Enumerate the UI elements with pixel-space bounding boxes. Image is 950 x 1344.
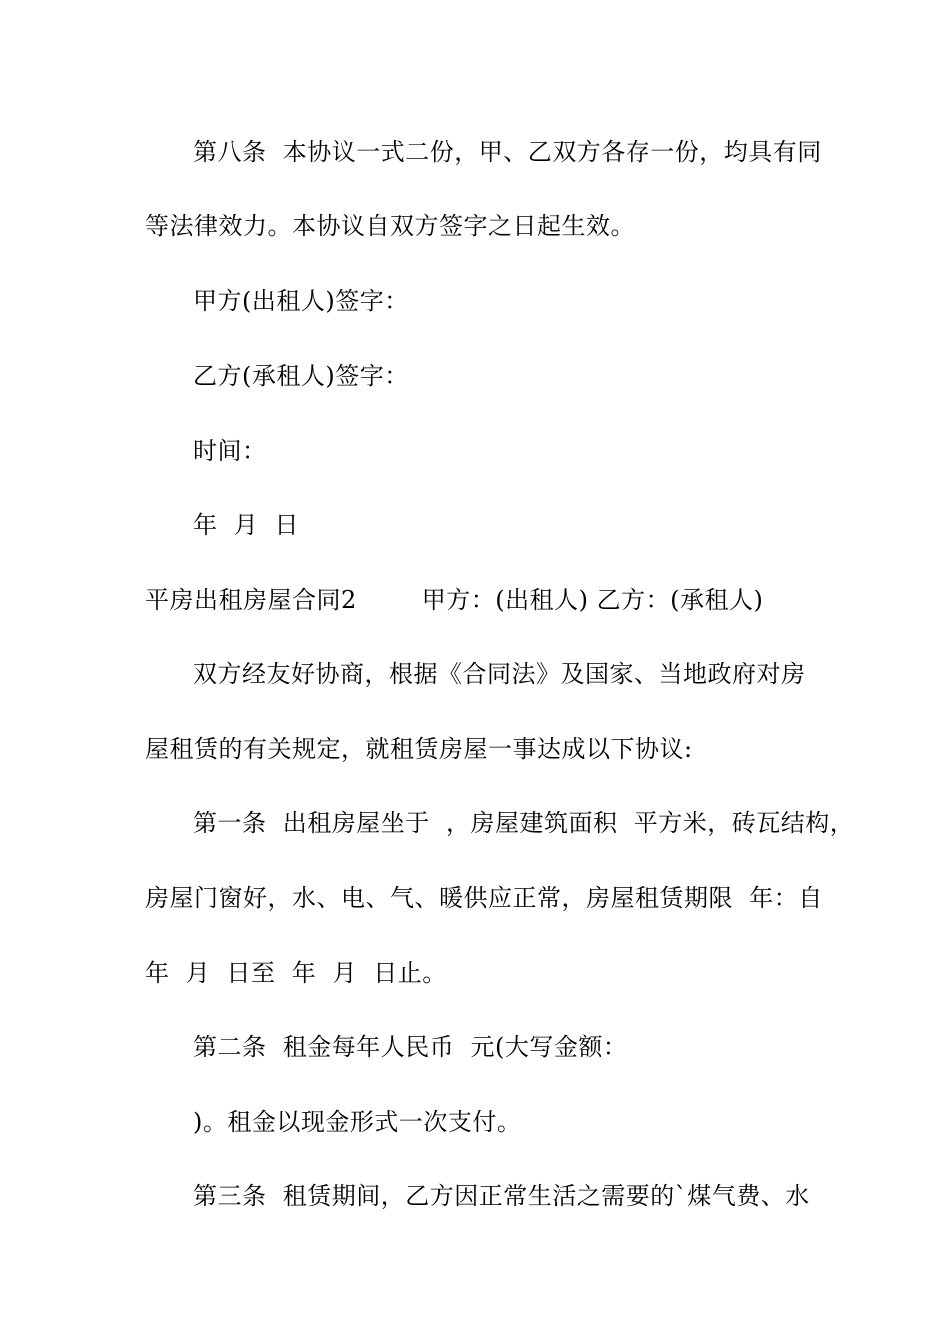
text-line: 房屋门窗好，水、电、气、暖供应正常，房屋租赁期限 年：自: [145, 884, 823, 912]
text-line: 等法律效力。本协议自双方签字之日起生效。: [145, 212, 635, 240]
text-line: 年 月 日至 年 月 日止。: [145, 959, 447, 987]
text-line: 屋租赁的有关规定，就租赁房屋一事达成以下协议:: [145, 735, 693, 763]
text-line: 第一条 出租房屋坐于 ，房屋建筑面积 平方米，砖瓦结构，: [193, 809, 855, 837]
text-line: 乙方(承租人)签字：: [193, 362, 409, 390]
text-line: 时间：: [193, 437, 267, 465]
text-line: )。租金以现金形式一次支付。: [193, 1108, 522, 1136]
text-line: 年 月 日: [193, 511, 300, 539]
text-line: 双方经友好协商，根据《合同法》及国家、当地政府对房: [193, 660, 806, 688]
text-line: 第二条 租金每年人民币 元(大写金额：: [193, 1033, 628, 1061]
text-line: 第三条 租赁期间，乙方因正常生活之需要的`煤气费、水: [193, 1182, 810, 1210]
text-line: 甲方(出租人)签字：: [193, 287, 409, 315]
text-line: 第八条 本协议一式二份，甲、乙双方各存一份，均具有同: [193, 138, 822, 166]
section-title-line: 平房出租房屋合同2 甲方：(出租人) 乙方：(承租人): [145, 586, 764, 614]
